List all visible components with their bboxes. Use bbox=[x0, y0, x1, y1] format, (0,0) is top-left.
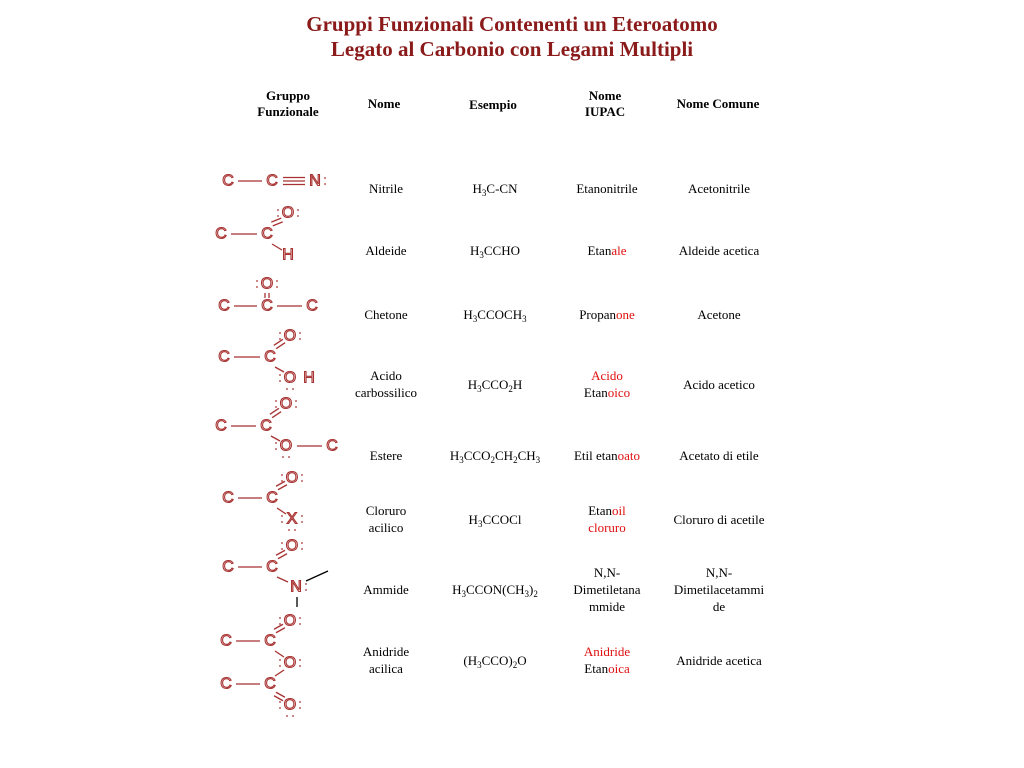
lone-pair-dot bbox=[281, 548, 283, 550]
lone-pair-dot bbox=[295, 406, 297, 408]
lone-pair-dot bbox=[281, 480, 283, 482]
nitrogen-atom: N bbox=[290, 578, 302, 596]
text-segment: Etan bbox=[587, 242, 612, 258]
oxygen-atom: O bbox=[283, 696, 297, 714]
single-bond bbox=[275, 670, 284, 676]
nitrogen-atom: N bbox=[309, 172, 321, 190]
cell-line: Anidride acetica bbox=[676, 652, 762, 668]
lone-pair-dot bbox=[292, 715, 294, 717]
text-segment: CCO bbox=[481, 376, 509, 392]
carbon-atom: C bbox=[264, 632, 276, 650]
subscript: 3 bbox=[472, 313, 478, 324]
oxygen-atom: O bbox=[279, 395, 293, 413]
hydrogen-atom: H bbox=[282, 246, 294, 264]
text-segment: Etan bbox=[584, 661, 609, 676]
cell-line: acilica bbox=[369, 661, 403, 676]
text-segment: (H bbox=[463, 652, 478, 668]
text-segment: Propan bbox=[579, 306, 617, 322]
text-segment: oica bbox=[608, 661, 630, 676]
lone-pair-dot bbox=[281, 474, 283, 476]
lone-pair-dot bbox=[277, 209, 279, 211]
text-segment: CCHO bbox=[483, 242, 520, 258]
carbon-atom: C bbox=[266, 558, 278, 576]
lone-pair-dot bbox=[301, 548, 303, 550]
double-bond bbox=[274, 624, 283, 629]
carbon-atom: C bbox=[306, 297, 318, 315]
lone-pair-dot bbox=[279, 707, 281, 709]
lone-pair-dot bbox=[281, 515, 283, 517]
cell-line: Acido acetico bbox=[683, 376, 755, 392]
cell-line: N,N- bbox=[705, 564, 733, 580]
lone-pair-dot bbox=[275, 442, 277, 444]
carbon-atom: C bbox=[260, 417, 272, 435]
subscript: 2 bbox=[490, 454, 495, 465]
header-esempio: Esempio bbox=[469, 97, 517, 112]
lone-pair-dot bbox=[288, 456, 290, 458]
carbon-atom: C bbox=[215, 225, 227, 243]
text-segment: CCO) bbox=[481, 652, 513, 668]
lone-pair-dot bbox=[276, 280, 278, 282]
hydrogen-atom: H bbox=[303, 369, 315, 387]
oxygen-atom: O bbox=[281, 204, 295, 222]
carbon-atom: C bbox=[326, 437, 338, 455]
subscript: 3 bbox=[461, 588, 467, 599]
carbon-atom: C bbox=[264, 675, 276, 693]
header-gruppo-line2: Funzionale bbox=[257, 104, 319, 119]
lone-pair-dot bbox=[299, 623, 301, 625]
cell-line: Dimetilacetammi bbox=[673, 581, 765, 597]
text-segment: Acido bbox=[591, 368, 623, 383]
text-segment: oato bbox=[617, 447, 641, 463]
single-bond bbox=[277, 508, 286, 514]
double-bond bbox=[276, 550, 285, 555]
text-segment: ) bbox=[529, 581, 534, 597]
subscript: 3 bbox=[477, 383, 482, 394]
lone-pair-dot bbox=[295, 400, 297, 402]
text-segment: H bbox=[463, 306, 473, 322]
cell-line: Aldeide acetica bbox=[678, 242, 760, 258]
lone-pair-dot bbox=[286, 388, 288, 390]
text-segment: O bbox=[517, 652, 527, 668]
single-bond bbox=[277, 577, 288, 582]
oxygen-atom: O bbox=[283, 612, 297, 630]
text-segment: CH bbox=[517, 447, 536, 463]
carbon-atom: C bbox=[218, 297, 230, 315]
text-segment: one bbox=[616, 306, 635, 322]
halogen-atom: X bbox=[286, 510, 298, 528]
lone-pair-dot bbox=[279, 380, 281, 382]
carbon-atom: C bbox=[215, 417, 227, 435]
carbon-atom: C bbox=[266, 172, 278, 190]
lone-pair-dot bbox=[277, 215, 279, 217]
text-segment: CCO bbox=[463, 447, 491, 463]
lone-pair-dot bbox=[301, 521, 303, 523]
text-segment: H bbox=[468, 511, 478, 527]
text-segment: oico bbox=[607, 385, 631, 400]
carbon-atom: C bbox=[222, 489, 234, 507]
text-segment: H bbox=[467, 376, 478, 392]
subscript: 3 bbox=[459, 454, 464, 465]
lone-pair-dot bbox=[299, 338, 301, 340]
carbon-atom: C bbox=[222, 172, 234, 190]
text-segment: H bbox=[512, 376, 523, 392]
lone-pair-dot bbox=[279, 332, 281, 334]
single-bond bbox=[306, 571, 328, 581]
lone-pair-dot bbox=[275, 400, 277, 402]
text-segment: mmide bbox=[588, 598, 626, 614]
header-nome: Nome bbox=[367, 96, 401, 111]
cell-line: Acido bbox=[370, 368, 402, 383]
subscript: 2 bbox=[533, 588, 538, 599]
cell-line: Ammide bbox=[363, 581, 409, 597]
subscript: 3 bbox=[479, 249, 484, 260]
lone-pair-dot bbox=[297, 215, 299, 217]
title-line-1: Gruppi Funzionali Contenenti un Eteroatomo bbox=[306, 12, 718, 36]
cell-line: de bbox=[712, 598, 726, 614]
text-segment: Etanonitrile bbox=[576, 180, 638, 196]
lone-pair-dot bbox=[256, 286, 258, 288]
text-segment: cloruro bbox=[588, 520, 626, 535]
lone-pair-dot bbox=[279, 374, 281, 376]
cell-line: Acetato di etile bbox=[679, 447, 759, 463]
subscript: 3 bbox=[522, 313, 527, 324]
lone-pair-dot bbox=[279, 665, 281, 667]
double-bond bbox=[276, 481, 285, 486]
lone-pair-dot bbox=[324, 183, 326, 185]
text-segment: Dimetiletana bbox=[573, 581, 641, 597]
lone-pair-dot bbox=[299, 665, 301, 667]
oxygen-atom: O bbox=[285, 537, 299, 555]
lone-pair-dot bbox=[299, 701, 301, 703]
lone-pair-dot bbox=[281, 542, 283, 544]
carbon-atom: C bbox=[218, 348, 230, 366]
text-segment: H bbox=[472, 180, 482, 196]
carbon-atom: C bbox=[222, 558, 234, 576]
carbon-atom: C bbox=[261, 297, 273, 315]
text-segment: H bbox=[449, 447, 460, 463]
lone-pair-dot bbox=[294, 529, 296, 531]
header-iupac-line1: Nome bbox=[588, 88, 622, 103]
cell-line: Acetone bbox=[697, 306, 741, 322]
lone-pair-dot bbox=[279, 617, 281, 619]
carbon-atom: C bbox=[266, 489, 278, 507]
cell-line: Aldeide bbox=[365, 242, 407, 258]
cell-line: Cloruro di acetile bbox=[673, 511, 765, 527]
subscript: 3 bbox=[477, 659, 482, 670]
cell-line: Anidride bbox=[362, 644, 410, 659]
lone-pair-dot bbox=[301, 480, 303, 482]
subscript: 3 bbox=[477, 518, 483, 529]
single-bond bbox=[275, 651, 284, 657]
lone-pair-dot bbox=[301, 474, 303, 476]
text-segment: CCON(CH bbox=[466, 581, 525, 597]
text-segment: N,N- bbox=[593, 564, 621, 580]
double-bond bbox=[271, 218, 281, 222]
cell-line: carbossilico bbox=[354, 385, 418, 400]
oxygen-atom: O bbox=[285, 469, 299, 487]
lone-pair-dot bbox=[301, 515, 303, 517]
oxygen-atom: O bbox=[279, 437, 293, 455]
lone-pair-dot bbox=[324, 177, 326, 179]
lone-pair-dot bbox=[279, 623, 281, 625]
cell-line: acilico bbox=[368, 520, 404, 535]
text-segment: oil bbox=[612, 503, 626, 518]
text-segment: Anidride bbox=[583, 644, 631, 659]
text-segment: H bbox=[469, 242, 480, 258]
subscript: 2 bbox=[508, 383, 513, 394]
subscript: 2 bbox=[512, 659, 518, 670]
carbon-atom: C bbox=[264, 348, 276, 366]
title-line-2: Legato al Carbonio con Legami Multipli bbox=[330, 37, 694, 61]
text-segment: CCOCl bbox=[482, 511, 522, 527]
text-segment: Etil etan bbox=[573, 447, 618, 463]
text-segment: Etan bbox=[583, 385, 608, 400]
header-iupac-line2: IUPAC bbox=[584, 104, 626, 119]
lone-pair-dot bbox=[279, 659, 281, 661]
carbon-atom: C bbox=[261, 225, 273, 243]
text-segment: H bbox=[452, 581, 462, 597]
single-bond bbox=[272, 244, 282, 250]
header-gruppo-line1: Gruppo bbox=[265, 88, 311, 103]
lone-pair-dot bbox=[279, 701, 281, 703]
oxygen-atom: O bbox=[283, 369, 297, 387]
lone-pair-dot bbox=[297, 209, 299, 211]
lone-pair-dot bbox=[299, 617, 301, 619]
lone-pair-dot bbox=[305, 589, 307, 591]
lone-pair-dot bbox=[275, 448, 277, 450]
lone-pair-dot bbox=[299, 659, 301, 661]
lone-pair-dot bbox=[286, 715, 288, 717]
carbon-atom: C bbox=[220, 632, 232, 650]
double-bond bbox=[274, 696, 283, 701]
cell-line: Acetonitrile bbox=[687, 180, 751, 196]
oxygen-atom: O bbox=[283, 654, 297, 672]
oxygen-atom: O bbox=[283, 327, 297, 345]
subscript: 3 bbox=[535, 454, 541, 465]
cell-line: Cloruro bbox=[365, 503, 407, 518]
lone-pair-dot bbox=[292, 388, 294, 390]
subscript: 3 bbox=[481, 187, 487, 198]
text-segment: CCOCH bbox=[477, 306, 523, 322]
text-segment: ale bbox=[611, 242, 627, 258]
cell-line: Estere bbox=[369, 447, 403, 463]
single-bond bbox=[275, 367, 284, 372]
lone-pair-dot bbox=[276, 286, 278, 288]
single-bond bbox=[271, 436, 280, 441]
lone-pair-dot bbox=[299, 707, 301, 709]
subscript: 2 bbox=[513, 454, 518, 465]
double-bond bbox=[273, 222, 283, 226]
cell-line: Nitrile bbox=[369, 180, 403, 196]
lone-pair-dot bbox=[275, 406, 277, 408]
lone-pair-dot bbox=[301, 542, 303, 544]
text-segment: C-CN bbox=[486, 180, 518, 196]
oxygen-atom: O bbox=[260, 275, 274, 293]
lone-pair-dot bbox=[288, 529, 290, 531]
subscript: 3 bbox=[524, 588, 530, 599]
cell-line: Chetone bbox=[364, 306, 408, 322]
lone-pair-dot bbox=[305, 583, 307, 585]
lone-pair-dot bbox=[299, 332, 301, 334]
lone-pair-dot bbox=[279, 338, 281, 340]
lone-pair-dot bbox=[282, 456, 284, 458]
text-segment: CH bbox=[495, 447, 514, 463]
carbon-atom: C bbox=[220, 675, 232, 693]
lone-pair-dot bbox=[281, 521, 283, 523]
lone-pair-dot bbox=[256, 280, 258, 282]
text-segment: Etan bbox=[588, 503, 613, 518]
header-nome-comune: Nome Comune bbox=[676, 96, 760, 111]
